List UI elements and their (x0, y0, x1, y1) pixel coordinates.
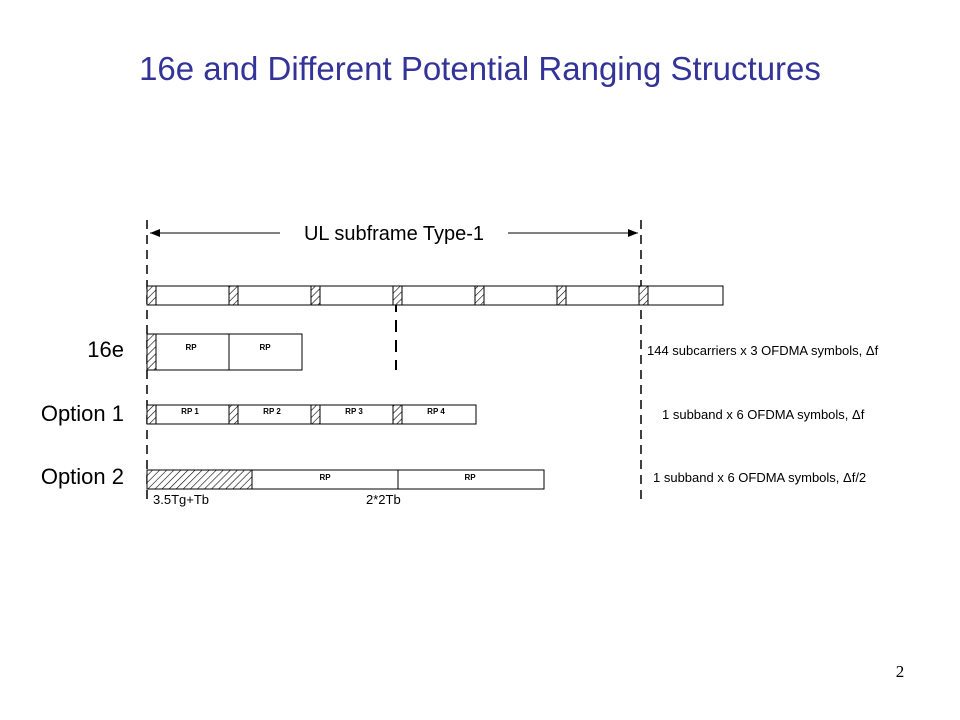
row-16e-cell-1: RP (185, 343, 197, 352)
row-option1-cell-1: RP 1 (181, 407, 199, 416)
subframe-bar (147, 286, 723, 305)
row-option1-description: 1 subband x 6 OFDMA symbols, Δf (662, 407, 865, 422)
row-option1-cell-2: RP 2 (263, 407, 281, 416)
row-option1-cell-4: RP 4 (427, 407, 445, 416)
row-16e-label: 16e (87, 337, 124, 362)
row-option2-cell-2: RP (464, 473, 476, 482)
row-16e-description: 144 subcarriers x 3 OFDMA symbols, Δf (647, 343, 879, 358)
row-option2-cell-1: RP (319, 473, 331, 482)
row-16e-structure (147, 334, 302, 370)
row-option2-annotation-cp: 3.5Tg+Tb (153, 492, 210, 507)
row-option2-annotation-body: 2*2Tb (366, 492, 401, 507)
row-option2-structure (147, 470, 544, 489)
row-16e-cell-2: RP (259, 343, 271, 352)
row-option1-label: Option 1 (40, 401, 124, 426)
subframe-label: UL subframe Type-1 (303, 223, 485, 245)
page-title: 16e and Different Potential Ranging Structures (139, 50, 821, 87)
row-option2-label: Option 2 (40, 464, 124, 489)
row-option2-description: 1 subband x 6 OFDMA symbols, Δf/2 (653, 470, 867, 485)
row-option1-cell-3: RP 3 (345, 407, 363, 416)
page-number: 2 (895, 662, 905, 681)
